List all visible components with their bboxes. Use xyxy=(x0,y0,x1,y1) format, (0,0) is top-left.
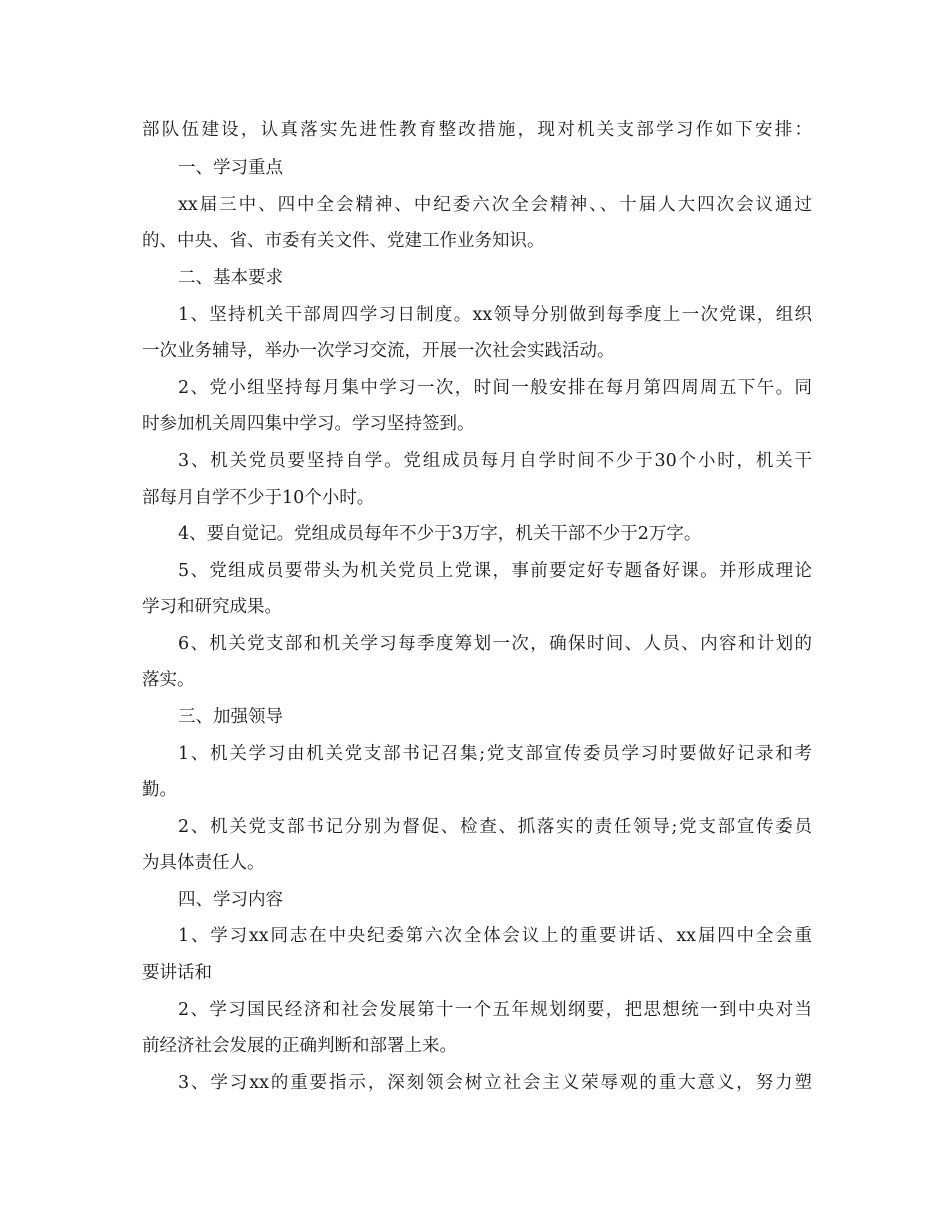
paragraph-line: 6、机关党支部和机关学习每季度筹划一次，确保时间、人员、内容和计划的 xyxy=(178,634,812,654)
paragraph-line: 4、要自觉记。党组成员每年不少于3万字，机关干部不少于2万字。 xyxy=(178,524,702,544)
paragraph-line: 部每月自学不少于10个小时。 xyxy=(142,488,375,508)
paragraph-line: 1、机关学习由机关党支部书记召集;党支部宣传委员学习时要做好记录和考 xyxy=(178,744,812,764)
section-heading: 四、学习内容 xyxy=(178,890,283,910)
paragraph-line: 2、机关党支部书记分别为督促、检查、抓落实的责任领导;党支部宣传委员 xyxy=(178,817,812,837)
paragraph-line: 1、学习xx同志在中央纪委第六次全体会议上的重要讲话、xx届四中全会重 xyxy=(178,926,812,946)
paragraph-line: 落实。 xyxy=(142,670,195,690)
section-heading: 三、加强领导 xyxy=(178,707,283,727)
paragraph-line: 前经济社会发展的正确判断和部署上来。 xyxy=(142,1036,457,1056)
paragraph-line: 3、机关党员要坚持自学。党组成员每月自学时间不少于30个小时，机关干 xyxy=(178,451,812,471)
paragraph-line: 学习和研究成果。 xyxy=(142,597,282,617)
paragraph-line: 的、中央、省、市委有关文件、党建工作业务知识。 xyxy=(142,231,545,251)
section-heading: 一、学习重点 xyxy=(178,158,283,178)
paragraph-line: 3、学习xx的重要指示，深刻领会树立社会主义荣辱观的重大意义，努力塑 xyxy=(178,1073,812,1093)
paragraph-line: 5、党组成员要带头为机关党员上党课，事前要定好专题备好课。并形成理论 xyxy=(178,561,812,581)
paragraph-line: 时参加机关周四集中学习。学习坚持签到。 xyxy=(142,414,475,434)
paragraph-line: 要讲话和 xyxy=(142,963,212,983)
paragraph-line: 2、学习国民经济和社会发展第十一个五年规划纲要，把思想统一到中央对当 xyxy=(178,1000,812,1020)
paragraph-line: 一次业务辅导，举办一次学习交流，开展一次社会实践活动。 xyxy=(142,341,615,361)
paragraph-line: 1、坚持机关干部周四学习日制度。xx领导分别做到每季度上一次党课，组织 xyxy=(178,305,812,325)
paragraph-line: 2、党小组坚持每月集中学习一次，时间一般安排在每月第四周周五下午。同 xyxy=(178,378,812,398)
section-heading: 二、基本要求 xyxy=(178,268,283,288)
paragraph-line: xx届三中、四中全会精神、中纪委六次全会精神、、十届人大四次会议通过 xyxy=(178,195,812,215)
paragraph-line: 为具体责任人。 xyxy=(142,853,265,873)
paragraph-line: 勤。 xyxy=(142,780,177,800)
paragraph-line: 部队伍建设，认真落实先进性教育整改措施，现对机关支部学习作如下安排： xyxy=(142,120,812,140)
